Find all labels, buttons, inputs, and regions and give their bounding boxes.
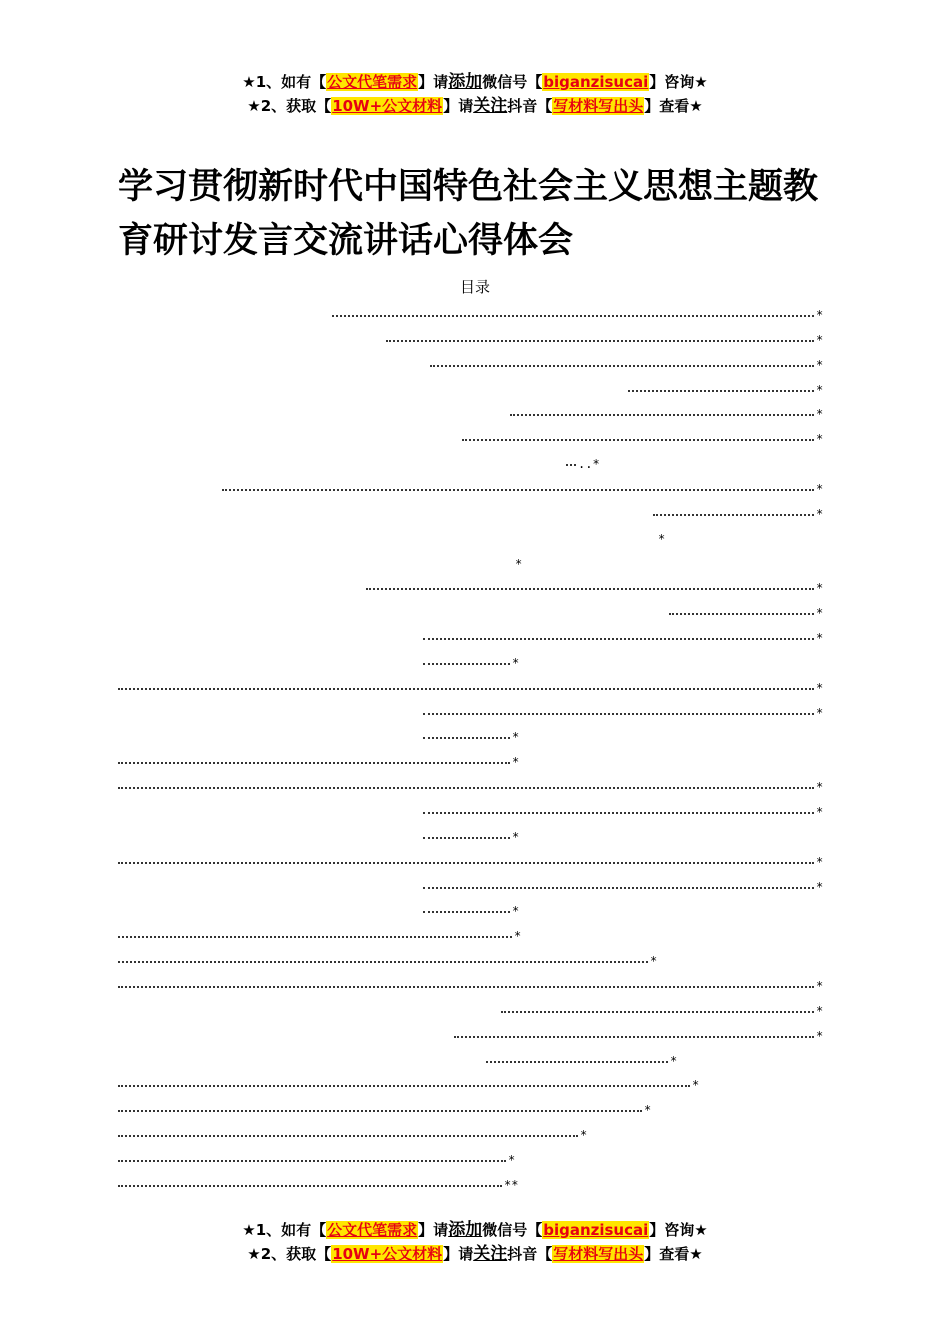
banner-underline: 添加 bbox=[448, 1220, 483, 1240]
toc-entry bbox=[423, 824, 530, 844]
toc-page-marker: * bbox=[816, 407, 824, 422]
banner-text: 微信号【 bbox=[482, 1221, 543, 1239]
toc-page-marker: * bbox=[670, 1053, 678, 1068]
toc-dot-leader bbox=[501, 1011, 814, 1013]
toc-dot-leader bbox=[222, 489, 814, 491]
header-banner bbox=[0, 70, 950, 118]
toc-entry bbox=[423, 898, 530, 918]
toc-page-marker: * bbox=[816, 1003, 824, 1018]
toc-entry bbox=[118, 675, 834, 695]
toc-entry bbox=[118, 923, 532, 943]
banner-highlight: biganzisucai bbox=[543, 73, 649, 91]
toc-page-marker: * bbox=[816, 382, 824, 397]
toc-entry bbox=[366, 575, 834, 595]
toc-dot-leader bbox=[118, 986, 814, 988]
banner-underline: 添加 bbox=[448, 72, 483, 92]
toc-page-marker: * bbox=[816, 680, 824, 695]
toc-entry bbox=[118, 1122, 598, 1142]
toc-entry bbox=[386, 327, 834, 347]
banner-highlight: 10W+公文材料 bbox=[332, 1245, 443, 1263]
banner-text: 】查看★ bbox=[644, 97, 703, 115]
toc-entry bbox=[510, 401, 834, 421]
toc-page-marker: * bbox=[816, 631, 824, 646]
toc-page-marker: * bbox=[816, 780, 824, 795]
toc-page-marker: * bbox=[658, 531, 666, 546]
banner-text: 】请 bbox=[443, 97, 474, 115]
banner-highlight: 10W+公文材料 bbox=[332, 97, 443, 115]
toc-page-marker: * bbox=[512, 755, 520, 770]
toc-dot-leader bbox=[423, 638, 814, 640]
toc-entry bbox=[656, 526, 676, 546]
banner-text: 】请 bbox=[418, 1221, 449, 1239]
toc-entry bbox=[501, 998, 834, 1018]
banner-highlight: 公文代笔需求 bbox=[327, 73, 418, 91]
toc-page-marker: ..* bbox=[578, 457, 600, 472]
banner-highlight: 写材料写出头 bbox=[553, 1245, 644, 1263]
toc-dot-leader bbox=[628, 390, 814, 392]
toc-entry bbox=[423, 650, 530, 670]
toc-page-marker: * bbox=[512, 730, 520, 745]
toc-page-marker: * bbox=[816, 705, 824, 720]
banner-highlight: biganzisucai bbox=[543, 1221, 649, 1239]
toc-entry bbox=[332, 302, 834, 322]
toc-page-marker: * bbox=[816, 854, 824, 869]
toc-entry bbox=[462, 426, 834, 446]
toc-dot-leader bbox=[423, 663, 510, 665]
toc-dot-leader bbox=[118, 862, 814, 864]
toc-entry bbox=[669, 600, 834, 620]
banner-underline: 关注 bbox=[473, 1244, 508, 1264]
toc-dot-leader bbox=[366, 588, 814, 590]
toc-entry bbox=[566, 451, 600, 472]
toc-entry bbox=[118, 1147, 526, 1167]
toc-page-marker: * bbox=[816, 581, 824, 596]
banner-text: 抖音【 bbox=[507, 1245, 553, 1263]
toc-entry bbox=[486, 1048, 688, 1068]
banner-text: ★2、获取【 bbox=[247, 97, 332, 115]
banner-underline: 关注 bbox=[473, 96, 508, 116]
toc-page-marker: * bbox=[816, 879, 824, 894]
toc-page-marker: * bbox=[644, 1103, 652, 1118]
toc-page-marker: * bbox=[816, 978, 824, 993]
banner-text: 】咨询★ bbox=[649, 1221, 708, 1239]
toc-dot-leader bbox=[669, 613, 814, 615]
toc-heading: 目录 bbox=[459, 278, 490, 296]
toc-dot-leader bbox=[423, 812, 814, 814]
toc-dot-leader bbox=[510, 414, 814, 416]
toc-dot-leader bbox=[462, 439, 814, 441]
toc-entry bbox=[118, 1072, 710, 1092]
toc-entry bbox=[628, 377, 834, 397]
toc-entry bbox=[222, 476, 834, 496]
toc-page-marker: * bbox=[512, 829, 520, 844]
banner-text: 】咨询★ bbox=[649, 73, 708, 91]
banner-text: ★2、获取【 bbox=[247, 1245, 332, 1263]
toc-dot-leader bbox=[566, 464, 576, 466]
banner-text: 微信号【 bbox=[482, 73, 543, 91]
banner-highlight: 写材料写出头 bbox=[553, 97, 644, 115]
toc-entry bbox=[423, 724, 530, 744]
banner-text: 】请 bbox=[418, 73, 449, 91]
toc-page-marker: * bbox=[816, 1028, 824, 1043]
banner-text: ★1、如有【 bbox=[242, 73, 327, 91]
toc-page-marker: * bbox=[692, 1078, 700, 1093]
toc-page-marker: * bbox=[514, 929, 522, 944]
toc-entry bbox=[118, 774, 834, 794]
toc-entry bbox=[430, 352, 834, 372]
toc-page-marker: * bbox=[816, 332, 824, 347]
toc-dot-leader bbox=[118, 936, 512, 938]
banner-highlight: 公文代笔需求 bbox=[327, 1221, 418, 1239]
toc-dot-leader bbox=[486, 1061, 668, 1063]
toc-page-marker: * bbox=[816, 308, 824, 322]
toc-page-marker: ** bbox=[504, 1177, 519, 1192]
toc-dot-leader bbox=[118, 787, 814, 789]
toc-entry bbox=[118, 1172, 522, 1192]
toc-dot-leader bbox=[386, 340, 814, 342]
toc-dot-leader bbox=[118, 1110, 642, 1112]
toc-page-marker: * bbox=[650, 954, 658, 969]
toc-dot-leader bbox=[118, 1085, 690, 1087]
toc-entry bbox=[423, 874, 834, 894]
toc-page-marker: * bbox=[580, 1128, 588, 1143]
banner-line-2 bbox=[0, 94, 950, 118]
toc-dot-leader bbox=[423, 737, 510, 739]
toc-page-marker: * bbox=[508, 1152, 516, 1167]
toc-dot-leader bbox=[430, 365, 814, 367]
toc-dot-leader bbox=[118, 762, 510, 764]
toc-page-marker: * bbox=[816, 481, 824, 496]
toc-dot-leader bbox=[423, 713, 814, 715]
toc-dot-leader bbox=[118, 1135, 578, 1137]
toc-entry bbox=[423, 799, 834, 819]
toc-entry bbox=[423, 700, 834, 720]
toc-entry bbox=[118, 973, 834, 993]
banner-text: ★1、如有【 bbox=[242, 1221, 327, 1239]
toc-entry bbox=[118, 749, 530, 769]
toc-entry bbox=[118, 948, 668, 968]
toc-page-marker: * bbox=[816, 357, 824, 372]
toc-dot-leader bbox=[118, 1185, 502, 1187]
toc-entry bbox=[454, 1023, 834, 1043]
toc-page-marker: * bbox=[816, 432, 824, 447]
banner-line-1 bbox=[0, 70, 950, 94]
toc-page-marker: * bbox=[816, 805, 824, 819]
toc-dot-leader bbox=[332, 315, 814, 317]
toc-page-marker: * bbox=[816, 606, 824, 621]
toc-dot-leader bbox=[118, 688, 814, 690]
toc-page-marker: * bbox=[512, 655, 520, 670]
toc-dot-leader bbox=[423, 887, 814, 889]
toc-page-marker: * bbox=[512, 904, 520, 919]
toc-dot-leader bbox=[454, 1036, 814, 1038]
toc-page-marker: * bbox=[515, 556, 523, 571]
toc-entry bbox=[513, 551, 533, 571]
toc-page-marker: * bbox=[816, 506, 824, 521]
toc-entry bbox=[653, 501, 834, 521]
toc-dot-leader bbox=[118, 1160, 506, 1162]
document-title: 学习贯彻新时代中国特色社会主义思想主题教育研讨发言交流讲话心得体会 bbox=[118, 166, 819, 261]
banner-line-1 bbox=[0, 1218, 950, 1242]
toc-dot-leader bbox=[423, 837, 510, 839]
toc-dot-leader bbox=[118, 961, 648, 963]
banner-text: 】查看★ bbox=[644, 1245, 703, 1263]
footer-banner bbox=[0, 1218, 950, 1266]
toc-dot-leader bbox=[653, 514, 814, 516]
toc-entry bbox=[118, 1097, 662, 1117]
banner-text: 抖音【 bbox=[507, 97, 553, 115]
toc-entry bbox=[118, 849, 834, 869]
banner-line-2 bbox=[0, 1242, 950, 1266]
toc-entry bbox=[423, 625, 834, 645]
toc-dot-leader bbox=[423, 911, 510, 913]
banner-text: 】请 bbox=[443, 1245, 474, 1263]
